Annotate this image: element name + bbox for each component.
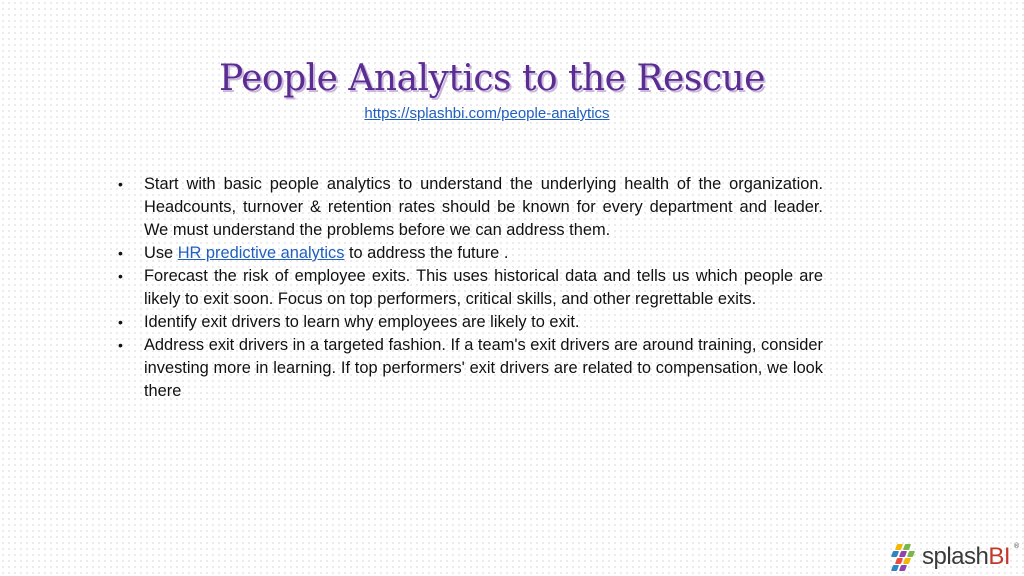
logo-square <box>895 544 903 550</box>
logo-square <box>899 551 907 557</box>
logo-square <box>907 551 915 557</box>
logo-square <box>891 565 899 571</box>
bullet-icon: • <box>118 314 123 330</box>
source-link-container <box>0 105 974 122</box>
logo-square <box>899 565 907 571</box>
bullet-item <box>118 173 823 242</box>
logo-square <box>903 544 911 550</box>
bullet-list <box>118 173 823 403</box>
bullet-item <box>118 311 823 334</box>
registered-mark: ® <box>1013 542 1020 550</box>
logo-square <box>891 551 899 557</box>
logo-text-accent: BI <box>988 543 1011 570</box>
bullet-icon: • <box>118 337 123 353</box>
source-link[interactable]: https://splashbi.com/people-analytics <box>364 105 610 122</box>
bullet-item <box>118 242 823 265</box>
splashbi-logo-icon <box>892 544 920 570</box>
bullet-text: Use <box>144 244 178 262</box>
bullet-icon: • <box>118 245 123 261</box>
bullet-item <box>118 265 823 311</box>
logo-square <box>903 558 911 564</box>
bullet-text: Identify exit drivers to learn why employees are likely to exit. <box>144 313 580 331</box>
logo-text-main: splash <box>922 543 989 570</box>
bullet-text: to address the future . <box>344 244 509 262</box>
bullet-icon: • <box>118 176 123 192</box>
logo-square <box>895 558 903 564</box>
bullet-icon: • <box>118 268 123 284</box>
bullet-text: Start with basic people analytics to understand the underlying health of the organization. Headcounts, turnover & retention rates should be known for every department and leader. We must understand the problems before we can address them. <box>144 175 823 239</box>
bullet-text: Forecast the risk of employee exits. This uses historical data and tells us which people are likely to exit soon. Focus on top performers, critical skills, and other regrettable exits. <box>144 267 823 308</box>
logo-wordmark <box>922 543 1010 571</box>
splashbi-logo <box>892 540 1020 574</box>
bullet-item <box>118 334 823 403</box>
page-title: People Analytics to the Rescue <box>219 58 765 99</box>
hr-predictive-analytics-link[interactable]: HR predictive analytics <box>177 244 345 262</box>
bullet-text: Address exit drivers in a targeted fashion. If a team's exit drivers are around training, consider investing more in learning. If top performers' exit drivers are related to compensation, we look there <box>144 336 823 400</box>
